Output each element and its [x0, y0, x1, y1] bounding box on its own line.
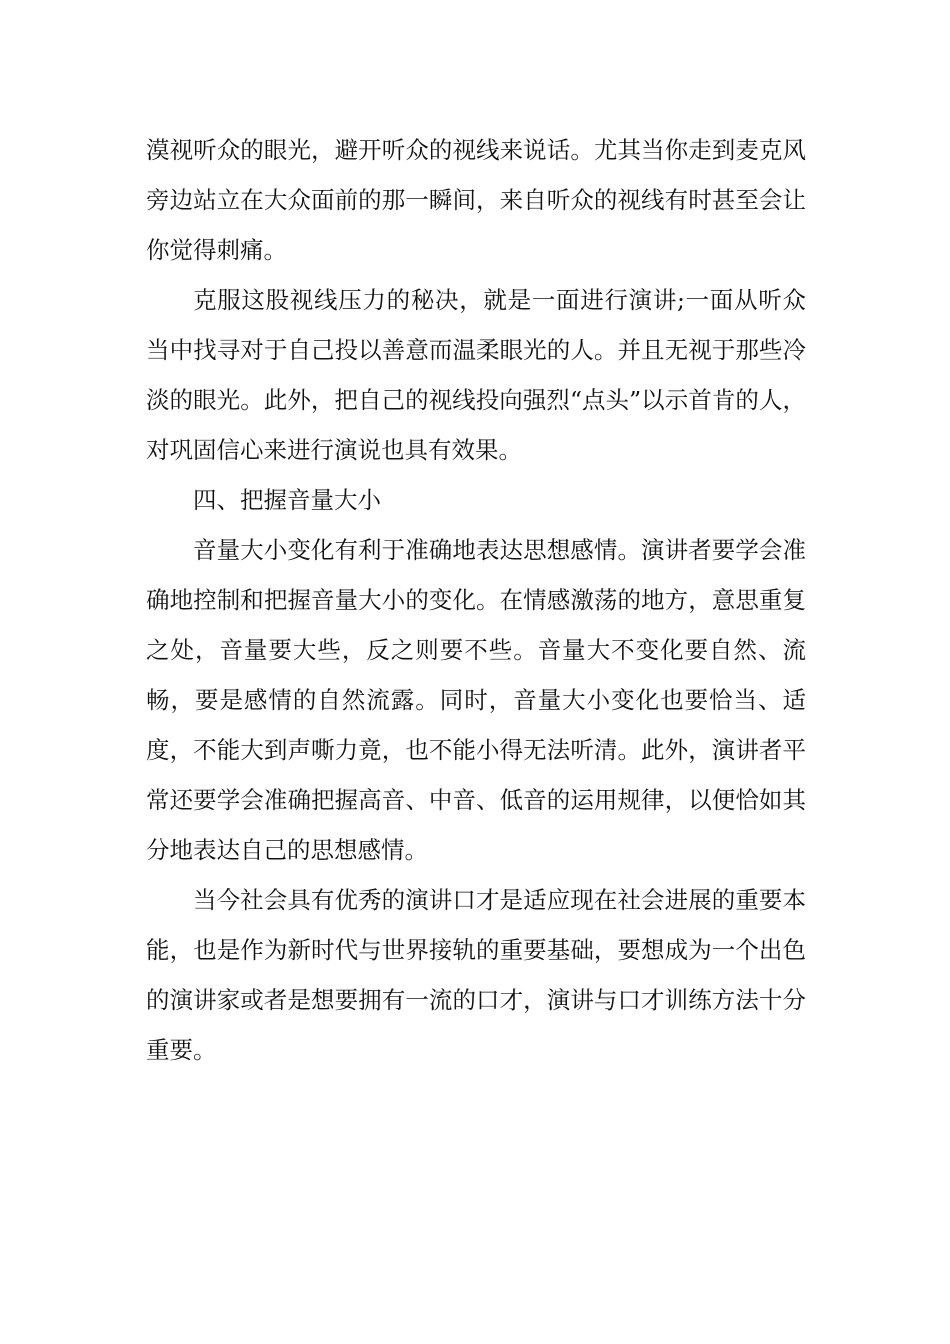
- section-heading-volume: 四、把握音量大小: [193, 486, 381, 514]
- paragraph-gaze-pressure: 克服这股视线压力的秘决，就是一面进行演讲;一面从听众当中找寻对于自己投以善意而温柔眼光的人。并且无视于那些冷淡的眼光。此外，把自己的视线投向强烈“点头”以示首肯的人，对巩固信心来进行演说也具有效果。: [146, 286, 806, 464]
- paragraph-conclusion: 当今社会具有优秀的演讲口才是适应现在社会进展的重要本能，也是作为新时代与世界接轨的重要基础，要想成为一个出色的演讲家或者是想要拥有一流的口才，演讲与口才训练方法十分重要。: [146, 886, 806, 1064]
- document-body: [146, 125, 806, 1075]
- paragraph-continuation: 漠视听众的眼光，避开听众的视线来说话。尤其当你走到麦克风旁边站立在大众面前的那一瞬间，来自听众的视线有时甚至会让你觉得刺痛。: [146, 136, 806, 264]
- paragraph-volume-control: 音量大小变化有利于准确地表达思想感情。演讲者要学会准确地控制和把握音量大小的变化。在情感激荡的地方，意思重复之处，音量要大些，反之则要不些。音量大不变化要自然、流畅，要是感情的自然流露。同时，音量大小变化也要恰当、适度，不能大到声嘶力竟，也不能小得无法听清。此外，演讲者平常还要学会准确把握高音、中音、低音的运用规律，以便恰如其分地表达自己的思想感情。: [146, 536, 806, 864]
